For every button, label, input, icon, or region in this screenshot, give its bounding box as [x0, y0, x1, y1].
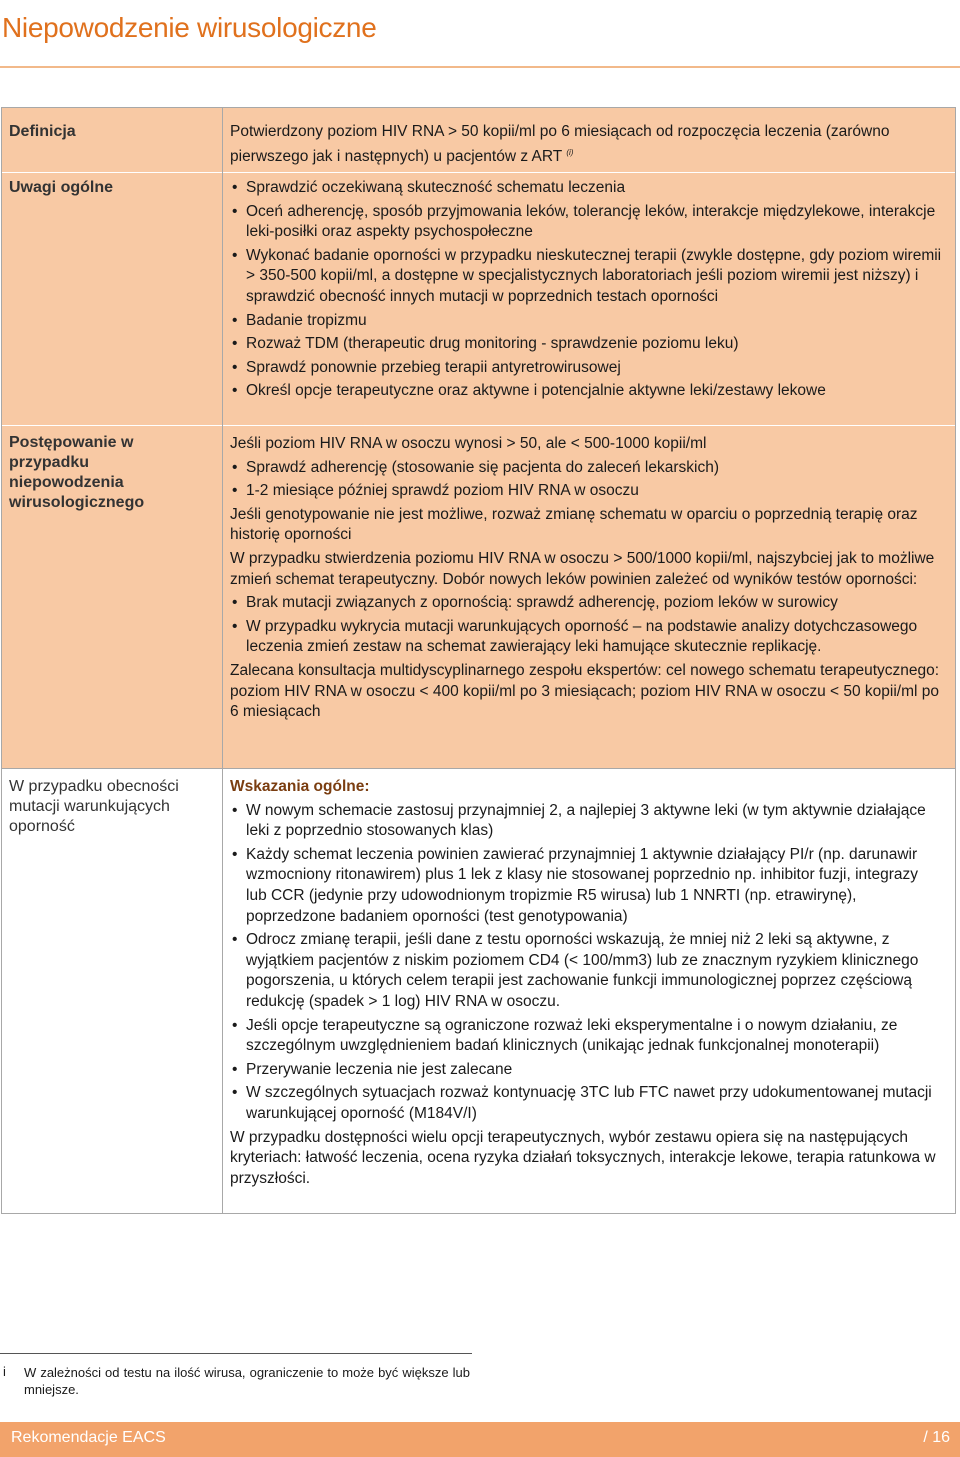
general-bullet: • Sprawdzić oczekiwaną skuteczność schematu leczenia: [230, 178, 952, 199]
page-title: Niepowodzenie wirusologiczne: [2, 12, 377, 43]
page-number: / 16: [923, 1429, 950, 1446]
footnote-divider: [0, 1353, 472, 1354]
management-paragraph: Jeśli genotypowanie nie jest możliwe, rozważ zmianę schematu w oparciu o poprzednią terapię oraz historię oporności: [230, 505, 918, 544]
row-divider: [2, 172, 955, 173]
management-label: Postępowanie w przypadku niepowodzenia wirusologicznego: [9, 434, 145, 511]
resistance-bullet: • W nowym schemacie zastosuj przynajmniej 2, a najlepiej 3 aktywne leki (w tym aktywnie działające leki z poprzednio stosowanych klas): [230, 801, 942, 842]
definition-text: [230, 122, 930, 167]
footnote-mark: i: [3, 1364, 6, 1379]
management-bullet: • W przypadku wykrycia mutacji warunkujących oporność – na podstawie analizy dotychczasowego leczenia zmień zestaw na schemat zawierający leki hamujące skutecznie replikację.: [230, 617, 948, 658]
general-text: [230, 175, 952, 402]
management-paragraph: W przypadku stwierdzenia poziomu HIV RNA w osoczu > 500/1000 kopii/ml, najszybciej jak to możliwe zmień schemat terapeutyczny. Dobór nowych leków powinien zależeć od wyników testów oporności:: [230, 549, 935, 588]
general-bullet: • Sprawdź ponownie przebieg terapii antyretrowirusowej: [230, 358, 952, 379]
management-bullet: • 1-2 miesiące później sprawdź poziom HIV RNA w osoczu: [230, 481, 948, 502]
general-bullet: • Oceń adherencję, sposób przyjmowania leków, tolerancję leków, interakcje międzylekowe, interakcje leki-posiłki oraz aspekty psychospołeczne: [230, 202, 952, 243]
resistance-bullet: • Przerywanie leczenia nie jest zalecane: [230, 1060, 942, 1081]
general-bullet: • Badanie tropizmu: [230, 311, 952, 332]
resistance-closing: W przypadku dostępności wielu opcji terapeutycznych, wybór zestawu opiera się na następujących kryteriach: łatwość leczenia, ocena ryzyka działań toksycznych, interakcje lekowe, terapia ratunkowa w przyszłości.: [230, 1128, 936, 1187]
definition-label: Definicja: [9, 123, 76, 140]
resistance-text: [230, 777, 942, 1189]
footnote-text: W zależności od testu na ilość wirusa, ograniczenie to może być większe lub mniejsze.: [24, 1365, 470, 1397]
management-text: [230, 434, 948, 723]
definition-body: Potwierdzony poziom HIV RNA > 50 kopii/ml po 6 miesiącach od rozpoczęcia leczenia (zarówno pierwszego jak i następnych) u pacjentów z ART: [230, 123, 890, 165]
column-divider: [222, 108, 223, 1213]
resistance-bullet: • Każdy schemat leczenia powinien zawierać przynajmniej 1 aktywnie działający PI/r (np. darunawir wzmocniony ritonawirem) plus 1 lek z klasy nie stosowanej poprzednio np. inhibitor fuzji, integrazy lub CCR (jedynie przy udowodnionym tropizmie R5 wirusa) lub 1 NNRTI (np. etrawirynę), poprzedzone badaniem oporności (test genotypowania): [230, 845, 942, 927]
management-intro: Jeśli poziom HIV RNA w osoczu wynosi > 50, ale < 500-1000 kopii/ml: [230, 435, 707, 452]
management-paragraph: Zalecana konsultacja multidyscyplinarnego zespołu ekspertów: cel nowego schematu terapeutycznego: poziom HIV RNA w osoczu < 400 kopii/ml po 3 miesiącach; poziom HIV RNA w osoczu < 50 kopii/ml po 6 miesiącach: [230, 661, 940, 721]
management-bullet: • Sprawdź adherencję (stosowanie się pacjenta do zaleceń lekarskich): [230, 458, 948, 479]
general-bullet: • Wykonać badanie oporności w przypadku nieskutecznej terapii (zwykle dostępne, gdy poziom wiremii > 350-500 kopii/ml, a dostępne w specjalistycznych laboratoriach jeśli poziom wiremii jest niższy) i sprawdzić obecność innych mutacji w poprzednich testach oporności: [230, 246, 952, 308]
footnote-reference: (i): [566, 147, 574, 157]
row-divider: [2, 768, 955, 769]
row-divider: [2, 425, 955, 426]
resistance-heading: Wskazania ogólne:: [230, 778, 370, 795]
title-divider: [0, 66, 960, 68]
management-bullet: • Brak mutacji związanych z opornością: sprawdź adherencję, poziom leków w surowicy: [230, 593, 948, 614]
general-bullet: • Rozważ TDM (therapeutic drug monitoring - sprawdzenie poziomu leku): [230, 334, 952, 355]
footer-title: Rekomendacje EACS: [11, 1429, 166, 1446]
resistance-bullet: • Jeśli opcje terapeutyczne są ograniczone rozważ leki eksperymentalne i o nowym działaniu, ze szczególnym uwzględnieniem badań klinicznych (unikając jednak funkcjonalnej monoterapii): [230, 1016, 942, 1057]
resistance-bullet: • W szczególnych sytuacjach rozważ kontynuację 3TC lub FTC nawet przy udokumentowanej mutacji warunkującej oporność (M184V/I): [230, 1083, 942, 1124]
general-label: Uwagi ogólne: [9, 179, 113, 196]
resistance-label: W przypadku obecności mutacji warunkujących oporność: [9, 778, 179, 835]
recommendation-table: [1, 107, 956, 1214]
general-bullet: • Określ opcje terapeutyczne oraz aktywne i potencjalnie aktywne leki/zestawy lekowe: [230, 381, 952, 402]
footer-bar: [0, 1422, 960, 1457]
resistance-bullet: • Odrocz zmianę terapii, jeśli dane z testu oporności wskazują, że mniej niż 2 leki są aktywne, z wyjątkiem pacjentów z niskim poziomem CD4 (< 100/mm3) lub ze znacznym ryzykiem klinicznego pogorszenia, u których celem terapii jest zachowanie funkcji immunologicznej poprzez częściową redukcję (spadek > 1 log) HIV RNA w osoczu.: [230, 930, 942, 1012]
